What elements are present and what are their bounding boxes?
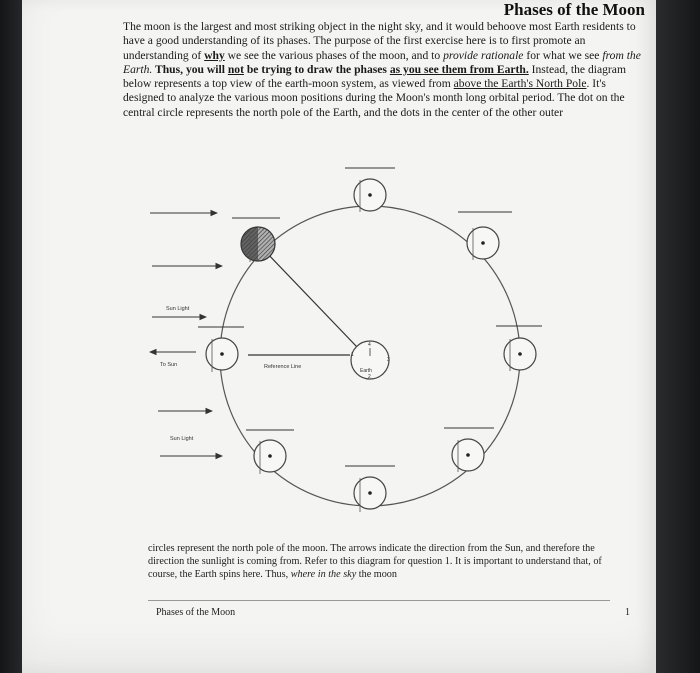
earth-mark-3: 3 xyxy=(387,357,390,363)
intro-not: not xyxy=(227,62,244,76)
sun-light-label-top: Sun Light xyxy=(166,306,190,312)
footer-divider xyxy=(148,600,610,601)
moon-right xyxy=(496,326,542,371)
moon-top-left-shaded xyxy=(232,218,280,262)
moon-left xyxy=(198,327,244,372)
intro-text-1: The moon is the largest and most striking object in the night sky, and it would behoove most Earth residents to have a good understanding of its phases. The purpose of the first exercise here is to first promote an understanding of xyxy=(123,20,636,62)
intro-seen: as you see them from Earth. xyxy=(389,62,529,76)
intro-text-3: for what we see xyxy=(523,48,603,62)
reference-line-label: Reference Line xyxy=(264,364,302,370)
radial-line xyxy=(264,250,357,347)
lower-text-2: the moon xyxy=(356,568,397,580)
to-sun-label: To Sun xyxy=(160,362,178,368)
lower-paragraph xyxy=(148,543,618,581)
intro-text-2: we see the various phases of the moon, and to xyxy=(224,48,444,62)
page-number: 1 xyxy=(625,607,630,618)
intro-bold-2: be trying to draw the phases xyxy=(243,62,390,76)
footer-title: Phases of the Moon xyxy=(156,607,236,618)
earth-label: Earth xyxy=(360,368,372,374)
moon-top-right xyxy=(458,212,512,260)
intro-italic-2: from the Earth. xyxy=(123,48,641,76)
lower-text-1: circles represent the north pole of the moon. The arrows indicate the direction from the Sun, and therefore the direction the sunlight is coming from. Refer to this diagram for question 1. It is important to understand that, of course, the Earth spins here. Thus, xyxy=(148,543,602,580)
intro-italic-1: provide rationale xyxy=(443,48,524,62)
earth-mark-4: 4 xyxy=(368,342,371,348)
earth-mark-2: 2 xyxy=(368,374,371,380)
intro-text-4: Instead, the diagram below represents a top view of the earth-moon system, as viewed from xyxy=(123,62,626,91)
sunlight-arrows xyxy=(150,213,222,456)
intro-text-5: . It's designed to analyze the various moon positions during the Moon's month long orbital period. The dot on the central circle represents the north pole of the Earth, and the dots in the center of the other outer xyxy=(123,77,625,119)
intro-bold-1: Thus, you will xyxy=(152,62,228,76)
intro-above: above the Earth's North Pole xyxy=(453,77,587,91)
moon-bottom-left xyxy=(246,430,294,474)
moon-top xyxy=(345,168,395,212)
earth-mark-1: 1 xyxy=(351,352,354,358)
page-title: Phases of the Moon xyxy=(503,0,645,19)
sun-light-label-bottom: Sun Light xyxy=(170,436,194,442)
intro-why: why xyxy=(204,48,225,62)
lower-italic: where in the sky xyxy=(290,568,357,580)
